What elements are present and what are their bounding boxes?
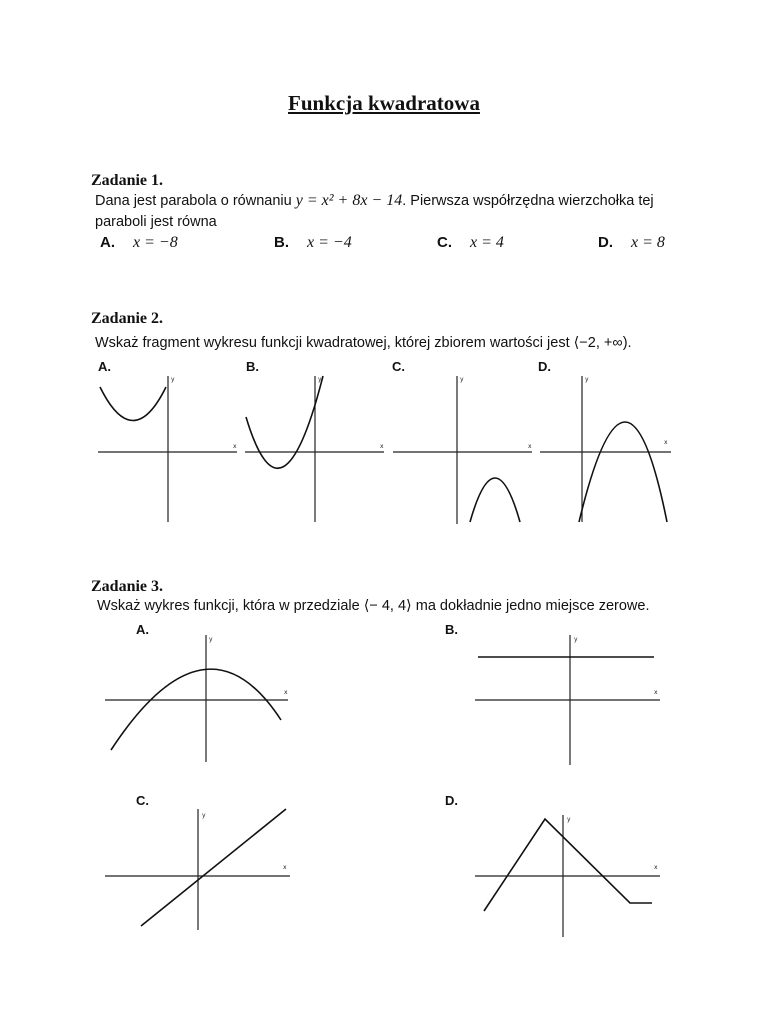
option-value: x = 8 — [631, 234, 665, 251]
task-3-graph-c-letter: C. — [136, 793, 149, 808]
task-2-label: Zadanie 2. — [91, 310, 164, 327]
task-1-option-d — [598, 234, 665, 252]
piecewise-line — [484, 819, 652, 911]
task-1-option-b — [274, 234, 352, 252]
task-2-graph-b-letter: B. — [246, 359, 259, 374]
task-2-graph-d — [537, 372, 687, 527]
task-3-label: Zadanie 3. — [91, 578, 164, 595]
y-axis-label: y — [202, 812, 206, 819]
task-3-graph-b-letter: B. — [445, 622, 458, 637]
task-3-graph-a — [98, 630, 298, 770]
option-value: x = −4 — [307, 234, 352, 251]
task-2-graph-a — [95, 372, 245, 527]
option-value: x = −8 — [133, 234, 178, 251]
task-1-formula: y = x² + 8x − 14 — [295, 192, 403, 209]
x-axis-label: x — [233, 443, 237, 450]
task-2-graph-c — [390, 372, 540, 527]
task-2-text: Wskaż fragment wykresu funkcji kwadratowej, której zbiorem wartości jest ⟨−2, +∞). — [95, 335, 632, 351]
task-2-graph-d-letter: D. — [538, 359, 551, 374]
x-axis-label: x — [283, 864, 287, 871]
task-1-text-b: . Pierwsza współrzędna wierzchołka tej — [402, 193, 654, 209]
page-title: Funkcja kwadratowa — [288, 91, 480, 115]
task-3-graph-d — [470, 805, 670, 940]
task-3-graph-a-letter: A. — [136, 622, 149, 637]
y-axis-label: y — [318, 376, 322, 383]
x-axis-label: x — [380, 443, 384, 450]
task-1-text-a: Dana jest parabola o równaniu — [95, 193, 296, 209]
task-1-text-c: paraboli jest równa — [95, 214, 217, 230]
y-axis-label: y — [574, 636, 578, 643]
parabola-curve — [100, 387, 166, 421]
parabola-curve — [579, 422, 667, 522]
parabola-curve — [470, 478, 520, 522]
x-axis-label: x — [664, 439, 668, 446]
parabola-curve — [246, 376, 323, 468]
option-letter: C. — [437, 234, 452, 251]
y-axis-label: y — [209, 636, 213, 643]
y-axis-label: y — [171, 376, 175, 383]
x-axis-label: x — [528, 443, 532, 450]
task-3-graph-c — [98, 805, 298, 935]
task-2-graph-a-letter: A. — [98, 359, 111, 374]
task-1-option-a — [100, 234, 178, 252]
x-axis-label: x — [654, 864, 658, 871]
option-letter: D. — [598, 234, 613, 251]
option-value: x = 4 — [470, 234, 504, 251]
y-axis-label: y — [460, 376, 464, 383]
task-1-option-c — [437, 234, 504, 252]
task-3-text: Wskaż wykres funkcji, która w przedziale ⟨− 4, 4⟩ ma dokładnie jedno miejsce zerowe. — [97, 598, 650, 614]
x-axis-label: x — [654, 689, 658, 696]
parabola-curve — [111, 669, 281, 750]
task-1-label: Zadanie 1. — [91, 172, 164, 189]
task-1-text — [95, 190, 695, 233]
y-axis-label: y — [585, 376, 589, 383]
x-axis-label: x — [284, 689, 288, 696]
task-3-graph-d-letter: D. — [445, 793, 458, 808]
option-letter: B. — [274, 234, 289, 251]
task-2-graph-c-letter: C. — [392, 359, 405, 374]
y-axis-label: y — [567, 816, 571, 823]
task-2-graph-b — [242, 372, 392, 527]
option-letter: A. — [100, 234, 115, 251]
linear-line — [141, 809, 286, 926]
task-3-graph-b — [470, 630, 670, 770]
